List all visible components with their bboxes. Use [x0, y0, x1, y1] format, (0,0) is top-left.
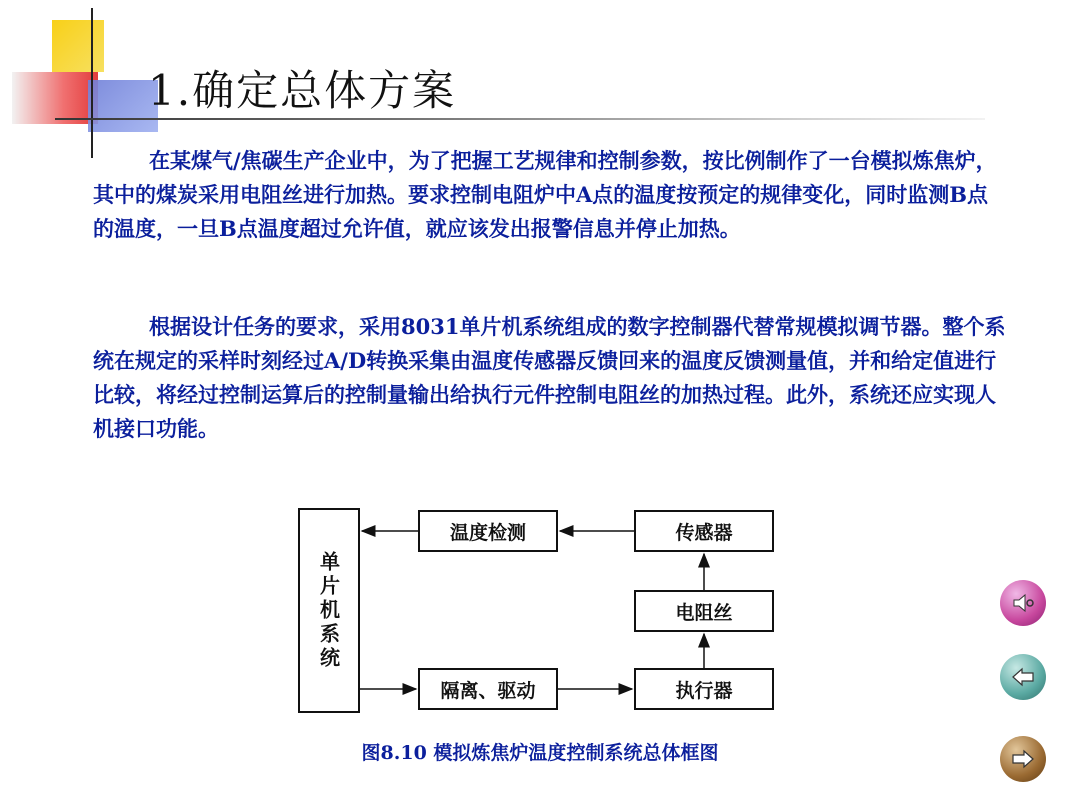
box-heater-wire: 电阻丝	[634, 590, 774, 632]
paragraph-design: 根据设计任务的要求，采用8031单片机系统组成的数字控制器代替常规模拟调节器。整个系统在规定的采样时刻经过A/D转换采集由温度传感器反馈回来的温度反馈测量值，并和给定值进行比较，将经过控制运算后的控制量输出给执行元件控制电阻丝的加热过程。此外，系统还应实现人机接口功能。	[93, 314, 1006, 441]
box-isolation-drive: 隔离、驱动	[418, 668, 558, 710]
back-button[interactable]	[1000, 654, 1046, 700]
slide-title: 1.确定总体方案	[148, 66, 457, 115]
box-sensor: 传感器	[634, 510, 774, 552]
arrow-right-icon	[1008, 744, 1038, 774]
paragraph-task: 在某煤气/焦碳生产企业中，为了把握工艺规律和控制参数，按比例制作了一台模拟炼焦炉，其中的煤炭采用电阻丝进行加热。要求控制电阻炉中A点的温度按预定的规律变化，同时监测B点的温度，一旦B点温度超过允许值，就应该发出报警信息并停止加热。	[93, 148, 997, 241]
arrow-left-icon	[1008, 662, 1038, 692]
box-mcu-system	[298, 508, 360, 713]
box-temp-detect: 温度检测	[418, 510, 558, 552]
sound-button[interactable]	[1000, 580, 1046, 626]
speaker-icon	[1008, 588, 1038, 618]
figure-caption: 图8.10 模拟炼焦炉温度控制系统总体框图	[361, 742, 719, 764]
box-actuator: 执行器	[634, 668, 774, 710]
box-mcu-label: 单片机系统	[316, 550, 341, 671]
forward-button[interactable]	[1000, 736, 1046, 782]
